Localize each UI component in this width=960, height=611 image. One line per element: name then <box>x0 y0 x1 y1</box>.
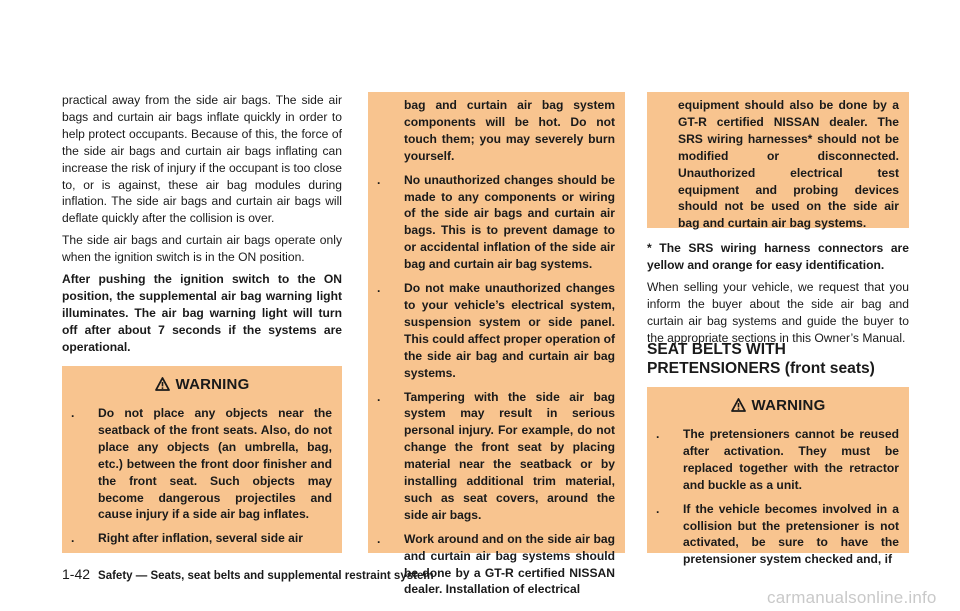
body-paragraph: practical away from the side air bags. The side air bags and curtain air bags inflate quickly in order to help protect occupants. Because of this, the force of the side air bags and curtain air bags inflating can increase the risk of injury if the occupant is too close to, or is against, these air bag modules during inflation. The side air bags and curtain air bags will deflate quickly after the collision is over. <box>62 93 342 226</box>
page-footer <box>62 566 434 582</box>
footnote: * The SRS wiring harness connectors are yellow and orange for easy identification. <box>647 241 909 272</box>
warning-continuation: equipment should also be done by a GT-R certified NISSAN dealer. The SRS wiring harnesses* should not be modified or disconnected. Unauthorized electrical test equipment and probing devices should not be used on the side air bag and curtain air bag systems. <box>678 98 899 231</box>
warning-list <box>62 405 342 547</box>
body-paragraph-bold: After pushing the ignition switch to the ON position, the supplemental air bag warning light illuminates. The air bag warning light will turn off after about 7 seconds if the systems are operational. <box>62 272 342 354</box>
section-title: Safety — Seats, seat belts and supplemental restraint system <box>98 570 434 582</box>
column-3 <box>647 240 909 351</box>
list-item: . Work around and on the side air bag and curtain air bag systems should be done by a GT-R certified NISSAN dealer. Installation of electrical <box>377 531 615 597</box>
bullet: . <box>71 531 75 546</box>
warning-box-continued <box>647 92 909 231</box>
warning-box <box>647 387 909 567</box>
list-item: . Do not make unauthorized changes to your vehicle’s electrical system, suspension system or side panel. This could affect proper operation of the side air bag and curtain air bag systems. <box>377 281 615 380</box>
list-item: . No unauthorized changes should be made to any components or wiring of the side air bags and curtain air bags. This is to prevent damage to or accidental inflation of the side air bag and curtain air bag systems. <box>377 172 615 272</box>
warning-box-continued <box>368 92 625 597</box>
section-heading: SEAT BELTS WITH PRETENSIONERS (front seats) <box>647 341 875 377</box>
warning-header <box>62 366 342 405</box>
warning-title: WARNING <box>751 397 826 414</box>
watermark: carmanualsonline.info <box>767 588 937 607</box>
bullet: . <box>377 172 381 187</box>
list-item: . Right after inflation, several side air <box>71 531 303 546</box>
warning-title: WARNING <box>175 376 250 393</box>
bullet: . <box>71 406 75 420</box>
warning-list <box>647 426 909 568</box>
warning-continuation: bag and curtain air bag system components will be hot. Do not touch them; you may severely burn yourself. <box>404 98 615 163</box>
warning-box <box>62 366 342 553</box>
column-1 <box>62 92 342 361</box>
page-number: 1-42 <box>62 566 91 582</box>
warning-header <box>647 387 909 426</box>
bullet: . <box>377 389 381 404</box>
warning-triangle-icon <box>155 377 170 391</box>
bullet: . <box>377 281 381 296</box>
list-item: . The pretensioners cannot be reused after activation. They must be replaced together with the retractor and buckle as a unit. <box>656 427 899 492</box>
warning-list <box>368 172 625 599</box>
bullet: . <box>656 427 660 441</box>
list-item: . If the vehicle becomes involved in a collision but the pretensioner is not activated, be sure to have the pretensioner system checked and, if <box>656 501 899 567</box>
list-item: . Do not place any objects near the seatback of the front seats. Also, do not place any objects (an umbrella, bag, etc.) between the front door finisher and the front seat. Such objects may become dangerous projectiles and cause injury if a side air bag inflates. <box>71 406 332 522</box>
list-item: . Tampering with the side air bag system may result in serious personal injury. For example, do not change the front seat by placing material near the seatback or by installing additional trim material, such as seat covers, around the side air bags. <box>377 389 615 522</box>
body-paragraph: The side air bags and curtain air bags operate only when the ignition switch is in the ON position. <box>62 233 342 265</box>
bullet: . <box>377 531 381 546</box>
bullet: . <box>656 501 660 516</box>
body-paragraph: When selling your vehicle, we request that you inform the buyer about the side air bag and curtain air bag systems and guide the buyer to the appropriate sections in this Owner’s Manual. <box>647 279 909 345</box>
warning-triangle-icon <box>731 398 746 412</box>
